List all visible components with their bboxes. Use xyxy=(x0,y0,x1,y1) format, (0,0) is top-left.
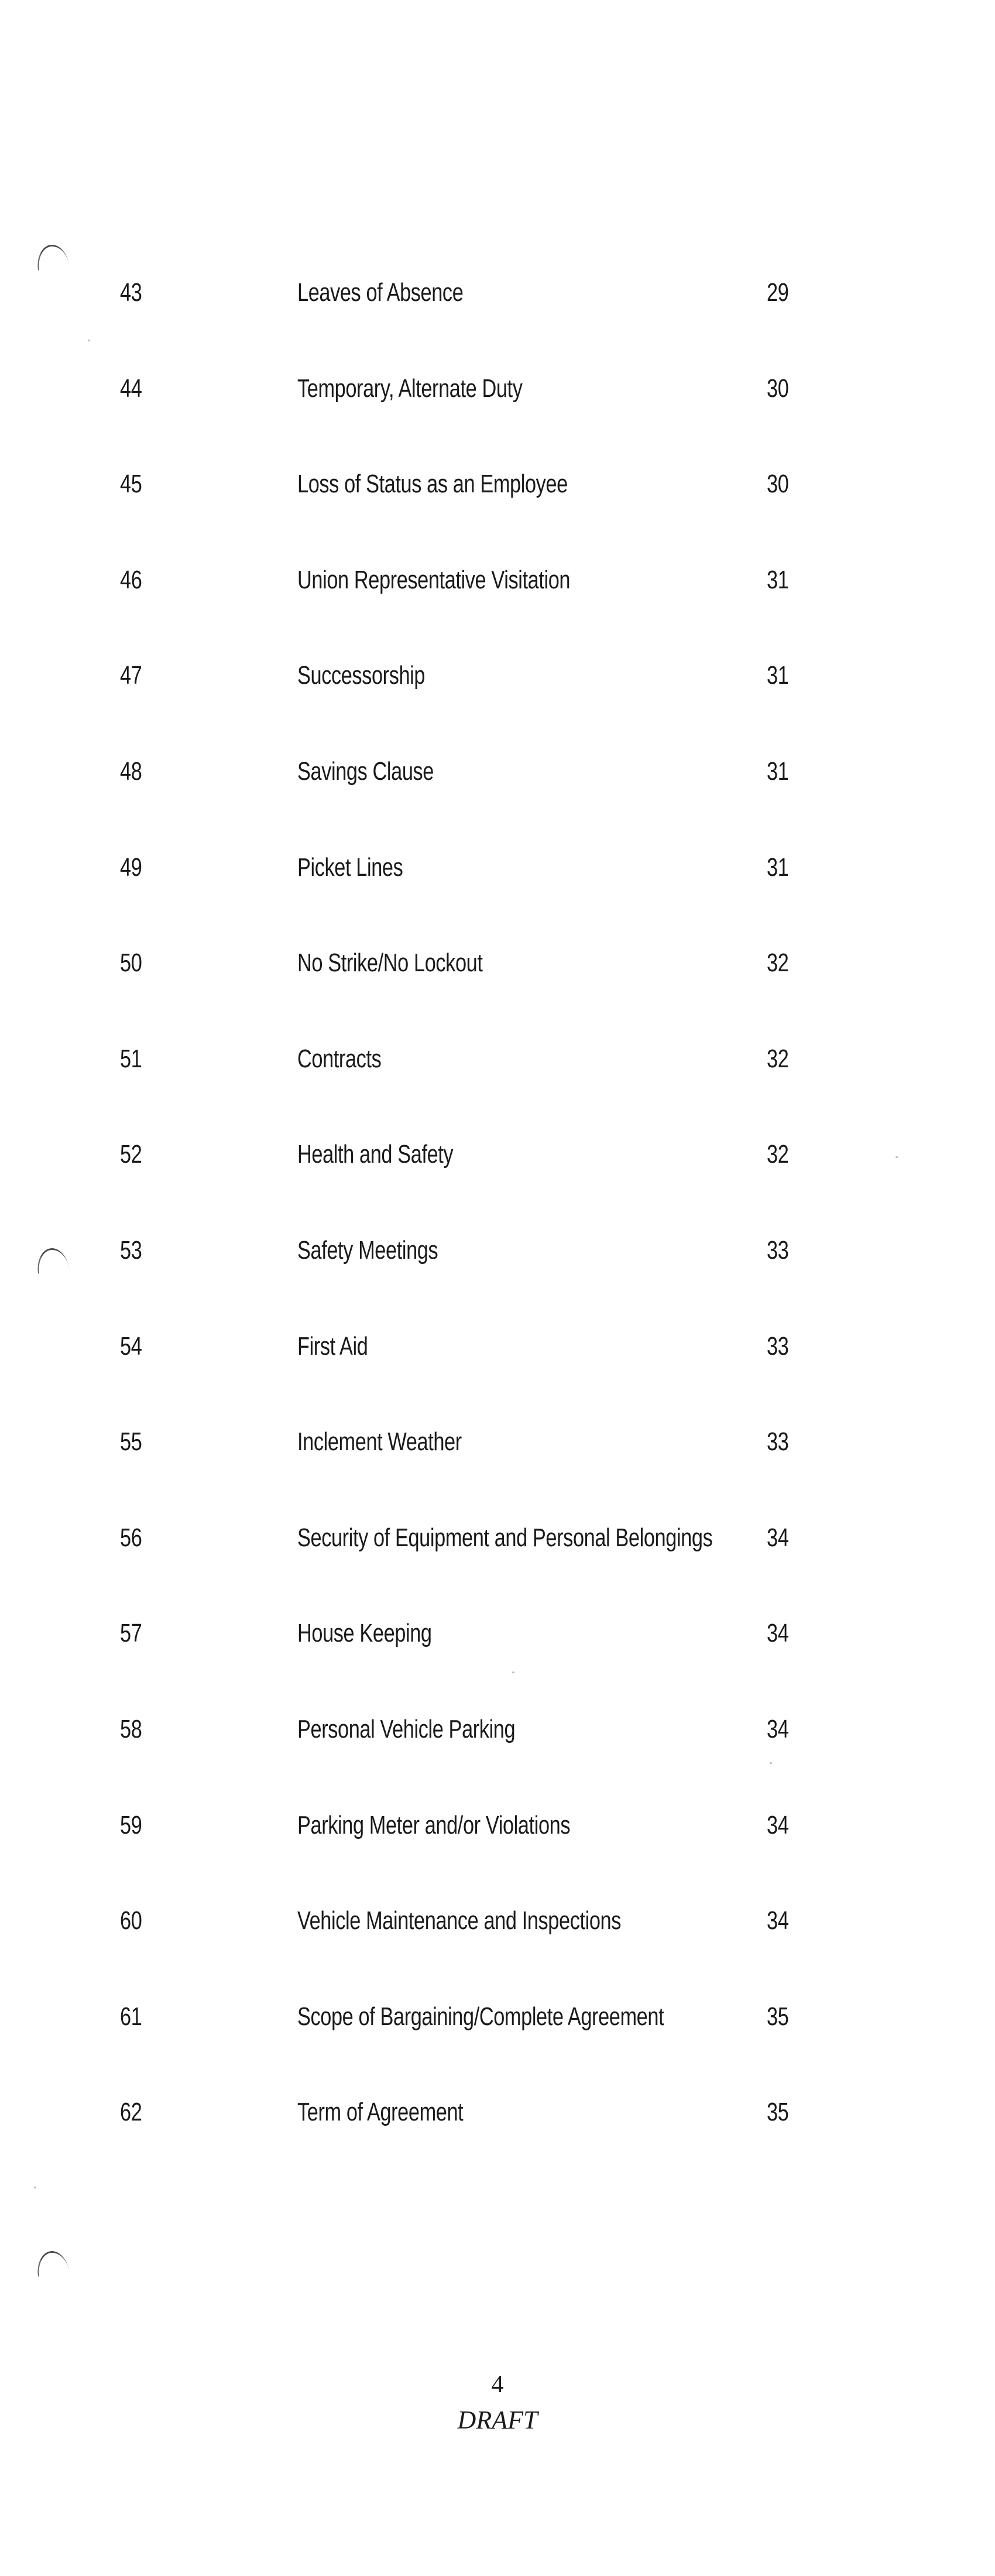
toc-entry-title: Inclement Weather xyxy=(297,1427,462,1457)
toc-entry-page: 32 xyxy=(767,1140,789,1169)
toc-entry-number: 61 xyxy=(120,2002,142,2031)
toc-entry xyxy=(0,1424,995,1520)
toc-entry xyxy=(0,1616,995,1712)
toc-entry xyxy=(0,371,995,467)
toc-entry-title: Successorship xyxy=(297,661,426,690)
toc-entry-number: 51 xyxy=(120,1044,142,1073)
toc-entry-page: 34 xyxy=(767,1714,789,1743)
toc-entry-title: Health and Safety xyxy=(297,1140,454,1169)
toc-entry-number: 52 xyxy=(120,1140,142,1169)
toc-entry xyxy=(0,275,995,371)
toc-entry xyxy=(0,1137,995,1233)
table-of-contents xyxy=(0,275,995,2191)
toc-entry xyxy=(0,1042,995,1138)
toc-entry-page: 30 xyxy=(767,374,789,403)
toc-entry-number: 60 xyxy=(120,1906,142,1936)
toc-entry-number: 47 xyxy=(120,661,142,690)
toc-entry-number: 58 xyxy=(120,1714,142,1743)
toc-entry-page: 31 xyxy=(767,852,789,882)
toc-entry-page: 31 xyxy=(767,565,789,594)
toc-entry-page: 34 xyxy=(767,1619,789,1648)
toc-entry-number: 45 xyxy=(120,470,142,499)
toc-entry-number: 56 xyxy=(120,1523,142,1552)
toc-entry-page: 31 xyxy=(767,661,789,690)
toc-entry-title: Term of Agreement xyxy=(297,2098,464,2127)
toc-entry-number: 46 xyxy=(120,565,142,594)
toc-entry-page: 33 xyxy=(767,1235,789,1265)
toc-entry-number: 50 xyxy=(120,948,142,978)
toc-entry-number: 48 xyxy=(120,756,142,786)
toc-entry-number: 53 xyxy=(120,1235,142,1265)
punch-hole-mark xyxy=(35,2249,69,2276)
toc-entry-title: Parking Meter and/or Violations xyxy=(297,1810,571,1839)
punch-hole-mark xyxy=(35,242,69,270)
toc-entry-title: Personal Vehicle Parking xyxy=(297,1714,516,1743)
toc-entry-title: Temporary, Alternate Duty xyxy=(297,374,523,403)
toc-entry-page: 35 xyxy=(767,2098,789,2127)
toc-entry xyxy=(0,754,995,850)
toc-entry xyxy=(0,1520,995,1616)
toc-entry-page: 34 xyxy=(767,1906,789,1936)
toc-entry-number: 49 xyxy=(120,852,142,882)
toc-entry-page: 35 xyxy=(767,2002,789,2031)
toc-entry-title: Savings Clause xyxy=(297,756,434,786)
toc-entry xyxy=(0,850,995,946)
toc-entry xyxy=(0,563,995,659)
toc-entry-page: 32 xyxy=(767,948,789,978)
toc-entry-number: 62 xyxy=(120,2098,142,2127)
toc-entry xyxy=(0,946,995,1042)
toc-entry-title: House Keeping xyxy=(297,1619,432,1648)
toc-entry-title: Picket Lines xyxy=(297,852,403,882)
toc-entry-title: No Strike/No Lockout xyxy=(297,948,483,978)
toc-entry-title: Leaves of Absence xyxy=(297,278,464,307)
toc-entry-title: Loss of Status as an Employee xyxy=(297,470,568,499)
toc-entry-number: 57 xyxy=(120,1619,142,1648)
toc-entry-number: 44 xyxy=(120,374,142,403)
toc-entry xyxy=(0,1808,995,1904)
toc-entry xyxy=(0,467,995,563)
toc-entry-title: Union Representative Visitation xyxy=(297,565,571,594)
toc-entry xyxy=(0,2095,995,2191)
toc-entry-number: 54 xyxy=(120,1331,142,1361)
toc-entry-page: 34 xyxy=(767,1523,789,1552)
toc-entry-number: 43 xyxy=(120,278,142,307)
toc-entry-title: Vehicle Maintenance and Inspections xyxy=(297,1906,622,1936)
toc-entry xyxy=(0,1329,995,1425)
toc-entry-page: 30 xyxy=(767,470,789,499)
toc-entry-title: First Aid xyxy=(297,1331,368,1361)
toc-entry-page: 32 xyxy=(767,1044,789,1073)
toc-entry xyxy=(0,658,995,754)
toc-entry xyxy=(0,1712,995,1808)
toc-entry-title: Contracts xyxy=(297,1044,382,1073)
page-number: 4 xyxy=(491,2371,504,2398)
toc-entry-page: 33 xyxy=(767,1331,789,1361)
toc-entry-title: Scope of Bargaining/Complete Agreement xyxy=(297,2002,664,2031)
toc-entry-page: 33 xyxy=(767,1427,789,1457)
toc-entry xyxy=(0,1903,995,1999)
toc-entry-page: 34 xyxy=(767,1810,789,1839)
toc-entry-page: 31 xyxy=(767,756,789,786)
toc-entry-number: 59 xyxy=(120,1810,142,1839)
toc-entry xyxy=(0,1999,995,2095)
toc-entry-page: 29 xyxy=(767,278,789,307)
toc-entry-title: Safety Meetings xyxy=(297,1235,438,1265)
draft-label: DRAFT xyxy=(457,2406,538,2434)
toc-entry-number: 55 xyxy=(120,1427,142,1457)
toc-entry-title: Security of Equipment and Personal Belongings xyxy=(297,1523,713,1552)
toc-entry xyxy=(0,1233,995,1329)
